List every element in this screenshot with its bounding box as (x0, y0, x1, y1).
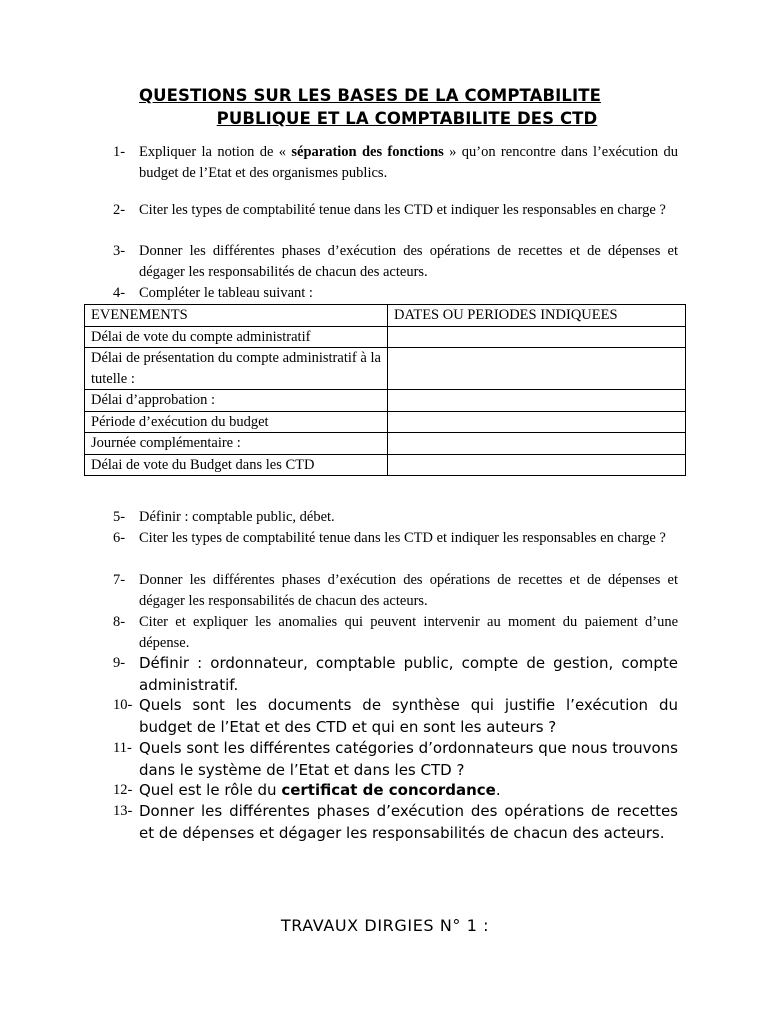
question-number: 7- (113, 572, 126, 588)
table-cell-date (388, 390, 686, 412)
question-number: 4- (113, 285, 126, 301)
table-row (85, 348, 686, 390)
question-number: 10- (113, 697, 133, 713)
question-bold-term: séparation des fonctions (291, 144, 444, 160)
question-text (139, 780, 678, 802)
question-text: Définir : comptable public, débet. (139, 509, 335, 525)
table-cell-event: Journée complémentaire : (85, 433, 388, 455)
question-number: 5- (113, 509, 126, 525)
table-cell-date (388, 411, 686, 433)
table-cell-event: Délai de vote du Budget dans les CTD (85, 454, 388, 476)
table-row (85, 433, 686, 455)
question-text: Compléter le tableau suivant : (139, 285, 313, 301)
question-text-part: » qu’on rencontre dans l’exécution du budget de l’Etat et des organismes publics. (139, 144, 679, 181)
table-cell-event: Délai de vote du compte administratif (85, 326, 388, 348)
question-text: Donner les différentes phases d’exécution des opérations de recettes et de dépenses et dégager les responsabilités de chacun des acteurs. (139, 802, 678, 842)
question-text-part: Expliquer la notion de « (139, 144, 287, 160)
table-cell-event: Délai de présentation du compte administratif à la tutelle : (85, 348, 388, 390)
question-number: 9- (113, 655, 126, 671)
table-cell-event: Période d’exécution du budget (85, 411, 388, 433)
question-text-part: Quel est le rôle du (139, 781, 282, 799)
question-text: Quels sont les différentes catégories d’ordonnateurs que nous trouvons dans le système de l’Etat et dans les CTD ? (139, 739, 678, 779)
question-number: 2- (113, 202, 126, 218)
table-cell-date (388, 348, 686, 390)
question-text (139, 142, 678, 184)
question-number: 12- (113, 782, 133, 798)
question-text: Citer les types de comptabilité tenue dans les CTD et indiquer les responsables en charge ? (139, 202, 666, 218)
question-text: Citer les types de comptabilité tenue dans les CTD et indiquer les responsables en charge ? (139, 530, 666, 546)
question-number: 8- (113, 614, 126, 630)
table-row (85, 411, 686, 433)
question-text-part: . (495, 781, 501, 799)
table-cell-date (388, 433, 686, 455)
question-text: Définir : ordonnateur, comptable public, compte de gestion, compte administratif. (139, 654, 678, 694)
footer-heading: TRAVAUX DIRGIES N° 1 : (280, 916, 490, 935)
question-text: Quels sont les documents de synthèse qui justifie l’exécution du budget de l’Etat et des CTD et qui en sont les auteurs ? (139, 696, 678, 736)
events-table (84, 304, 686, 476)
question-number: 3- (113, 243, 126, 259)
question-text: Donner les différentes phases d’exécution des opérations de recettes et de dépenses et dégager les responsabilités de chacun des acteurs. (139, 572, 678, 609)
question-number: 13- (113, 803, 133, 819)
table-row (85, 326, 686, 348)
title-line-2: PUBLIQUE ET LA COMPTABILITE DES CTD (216, 109, 598, 128)
table-cell-date (388, 454, 686, 476)
table-header-row (85, 305, 686, 327)
table-cell-date (388, 326, 686, 348)
table-cell-event: Délai d’approbation : (85, 390, 388, 412)
table-row (85, 390, 686, 412)
question-number: 6- (113, 530, 126, 546)
table-row (85, 454, 686, 476)
table-header-events: EVENEMENTS (85, 305, 388, 327)
question-number: 11- (113, 740, 132, 756)
table-header-dates: DATES OU PERIODES INDIQUEES (388, 305, 686, 327)
question-text: Donner les différentes phases d’exécution des opérations de recettes et de dépenses et dégager les responsabilités de chacun des acteurs. (139, 243, 678, 280)
question-number: 1- (113, 144, 126, 160)
question-bold-term: certificat de concordance (281, 781, 496, 799)
title-line-1: QUESTIONS SUR LES BASES DE LA COMPTABILITE (139, 86, 601, 105)
question-text: Citer et expliquer les anomalies qui peuvent intervenir au moment du paiement d’une dépense. (139, 614, 678, 651)
